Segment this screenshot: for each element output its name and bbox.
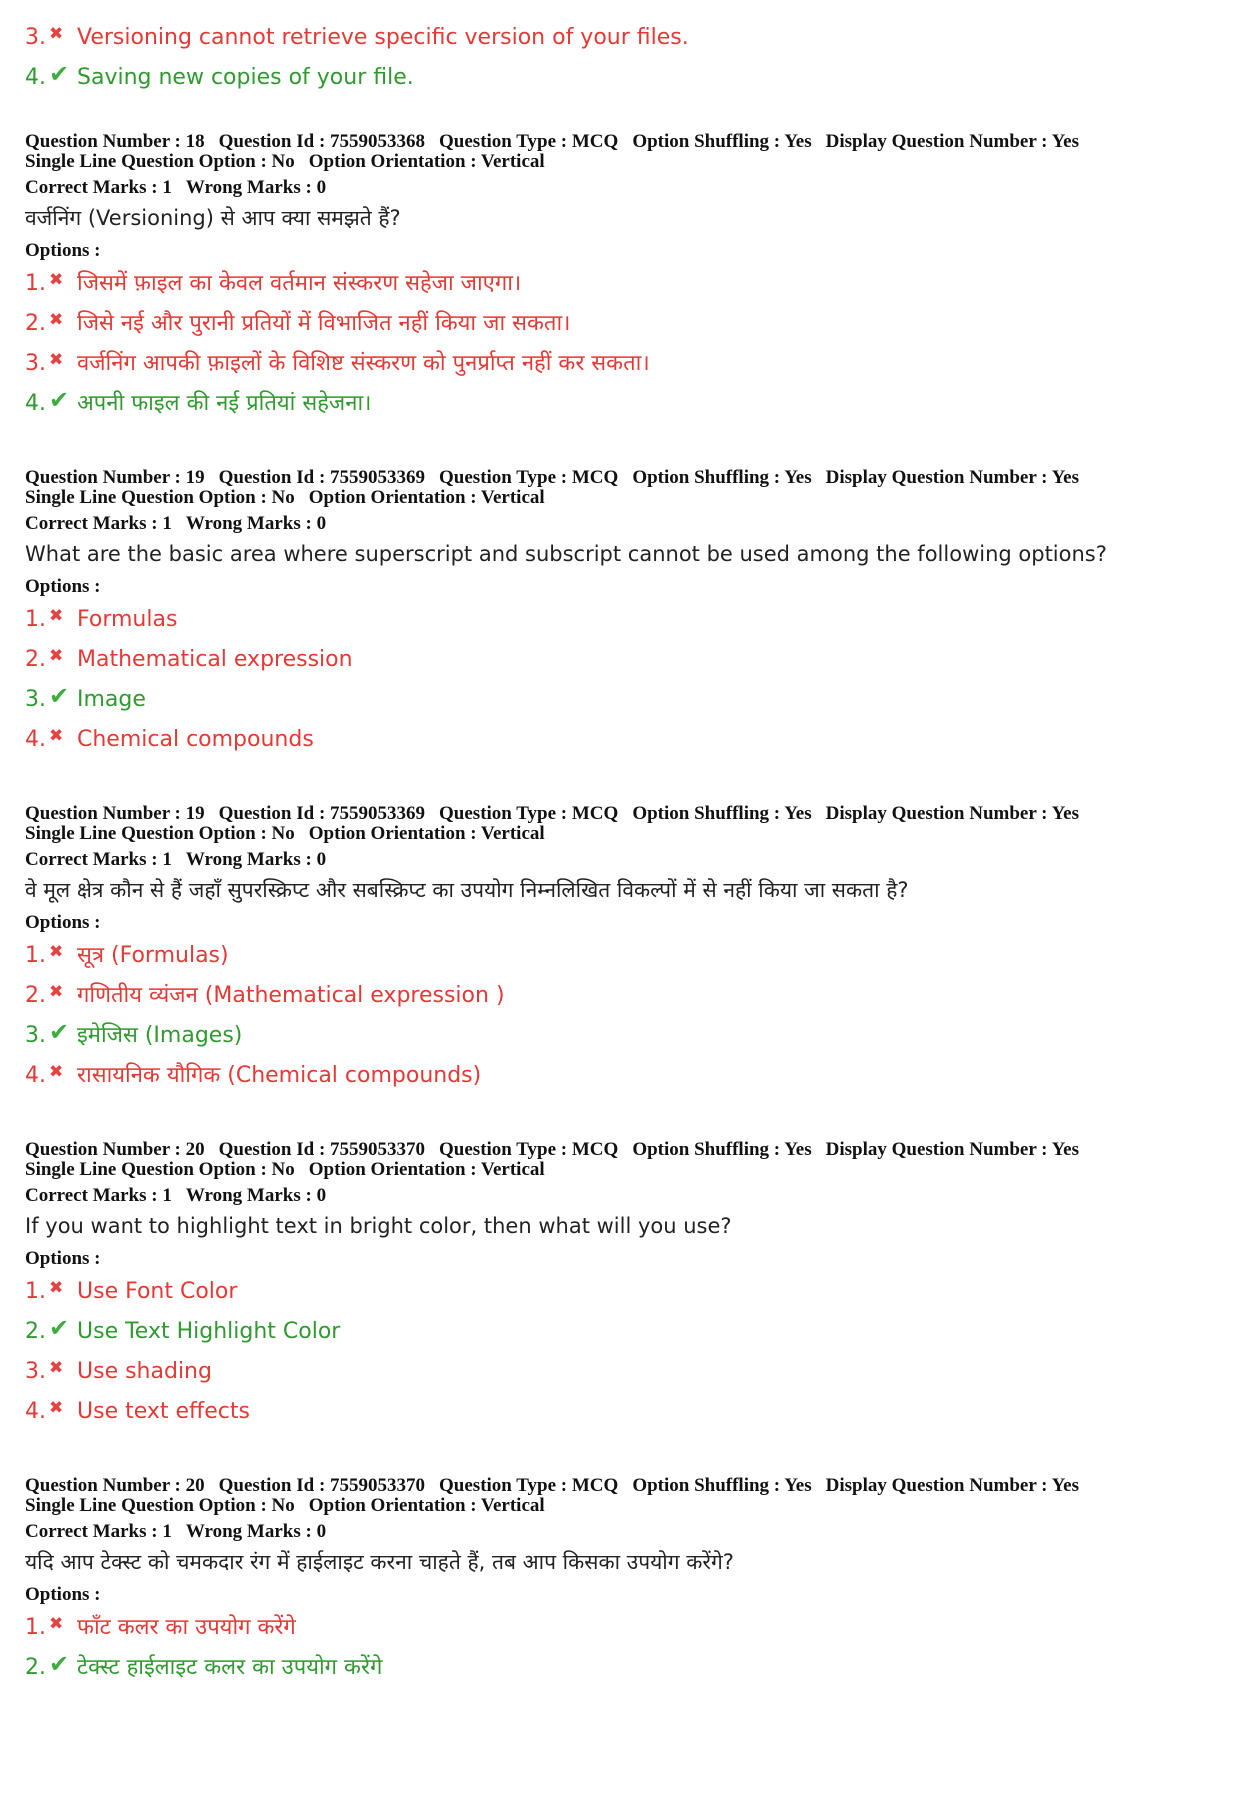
option-text: टेक्स्ट हाईलाइट कलर का उपयोग करेंगे (77, 1655, 383, 1680)
single-line-option-label: Single Line Question Option : (25, 487, 272, 508)
single-line-option (25, 151, 295, 172)
display-question-number-value: Yes (1051, 1475, 1080, 1496)
question-meta-line-2 (25, 1496, 1215, 1516)
question-id (219, 1139, 425, 1160)
question-type-label: Question Type : (439, 803, 572, 824)
cross-mark-icon: ✖ (49, 1358, 64, 1378)
question-id (219, 1475, 425, 1496)
option-text: Use shading (77, 1359, 212, 1384)
option-number: 2. (25, 647, 46, 672)
options-label: Options : (25, 912, 101, 933)
option-row (25, 1608, 1215, 1648)
check-mark-icon: ✔ (49, 386, 70, 414)
question-text: यदि आप टेक्स्ट को चमकदार रंग में हाईलाइट करना चाहते हैं, तब आप किसका उपयोग करेंगे? (25, 1550, 734, 1574)
option-number: 1. (25, 1615, 46, 1640)
correct-marks-label: Correct Marks : (25, 849, 163, 870)
single-line-option-label: Single Line Question Option : (25, 1495, 272, 1516)
correct-marks-value: 1 (162, 1185, 172, 1206)
correct-marks (25, 1185, 172, 1206)
question-number-value: 19 (185, 467, 205, 488)
question-meta-line-2 (25, 1160, 1215, 1180)
display-question-number-value: Yes (1051, 131, 1080, 152)
option-text: फॉंट कलर का उपयोग करेंगे (77, 1615, 296, 1640)
question-type-value: MCQ (571, 467, 619, 488)
correct-marks-label: Correct Marks : (25, 1521, 163, 1542)
option-number: 2. (25, 983, 46, 1008)
option-orientation (309, 1159, 545, 1180)
option-text: Image (77, 687, 146, 712)
question-block (25, 132, 1215, 468)
option-orientation-label: Option Orientation : (308, 823, 482, 844)
cross-mark-icon: ✖ (49, 1398, 64, 1418)
display-question-number-label: Display Question Number : (825, 467, 1052, 488)
option-orientation-value: Vertical (481, 823, 545, 844)
question-meta-line-2 (25, 488, 1215, 508)
option-text: Versioning cannot retrieve specific version of your files. (77, 25, 689, 50)
check-mark-icon: ✔ (49, 60, 70, 88)
option-number: 2. (25, 1319, 46, 1344)
option-orientation-value: Vertical (481, 1495, 545, 1516)
question-block (25, 1140, 1215, 1476)
single-line-option-label: Single Line Question Option : (25, 823, 272, 844)
wrong-marks (186, 1185, 326, 1206)
display-question-number-value: Yes (1051, 803, 1080, 824)
question-number (25, 1139, 205, 1160)
question-type (439, 803, 618, 824)
option-row (25, 1392, 1215, 1432)
question-number (25, 131, 205, 152)
correct-marks-label: Correct Marks : (25, 1185, 163, 1206)
display-question-number (826, 1475, 1079, 1496)
question-type-value: MCQ (571, 1139, 619, 1160)
option-text: Chemical compounds (77, 727, 314, 752)
question-number-label: Question Number : (25, 1139, 186, 1160)
cross-mark-icon: ✖ (49, 1614, 64, 1634)
correct-marks-value: 1 (162, 177, 172, 198)
question-meta-line-1 (25, 468, 1215, 488)
option-row (25, 936, 1215, 976)
question-meta-line-2 (25, 824, 1215, 844)
option-row (25, 1352, 1215, 1392)
option-row (25, 18, 1215, 58)
question-list (25, 132, 1215, 1812)
single-line-option-value: No (271, 823, 295, 844)
cross-mark-icon: ✖ (49, 606, 64, 626)
question-meta-line-1 (25, 804, 1215, 824)
question-id (219, 467, 425, 488)
question-type-value: MCQ (571, 1475, 619, 1496)
option-text: Mathematical expression (77, 647, 353, 672)
question-text: वर्जनिंग (Versioning) से आप क्या समझते हैं? (25, 206, 401, 230)
option-list (25, 1272, 1215, 1432)
question-id-value: 7559053368 (330, 131, 426, 152)
cross-mark-icon: ✖ (49, 982, 64, 1002)
single-line-option (25, 1495, 295, 1516)
option-orientation (309, 151, 545, 172)
cross-mark-icon: ✖ (49, 1278, 64, 1298)
option-orientation-label: Option Orientation : (308, 487, 482, 508)
option-shuffling-value: Yes (784, 1475, 812, 1496)
option-shuffling-label: Option Shuffling : (632, 467, 785, 488)
option-row (25, 640, 1215, 680)
display-question-number-label: Display Question Number : (825, 803, 1052, 824)
option-text: अपनी फाइल की नई प्रतियां सहेजना। (77, 391, 372, 416)
question-number (25, 467, 205, 488)
marks-line (25, 514, 1215, 534)
option-row (25, 1056, 1215, 1096)
options-label: Options : (25, 576, 101, 597)
option-list (25, 600, 1215, 760)
option-row (25, 600, 1215, 640)
single-line-option-value: No (271, 1159, 295, 1180)
correct-marks (25, 177, 172, 198)
correct-marks (25, 849, 172, 870)
cross-mark-icon: ✖ (49, 646, 64, 666)
cross-mark-icon: ✖ (49, 942, 64, 962)
wrong-marks-value: 0 (316, 177, 327, 198)
wrong-marks-label: Wrong Marks : (185, 513, 317, 534)
question-type-label: Question Type : (439, 1139, 572, 1160)
option-orientation-label: Option Orientation : (308, 1495, 482, 1516)
wrong-marks-label: Wrong Marks : (185, 1521, 317, 1542)
option-number: 1. (25, 943, 46, 968)
option-shuffling-label: Option Shuffling : (632, 131, 785, 152)
question-id-value: 7559053370 (330, 1475, 426, 1496)
option-list (25, 1608, 1215, 1688)
option-number: 3. (25, 1359, 46, 1384)
single-line-option-label: Single Line Question Option : (25, 1159, 272, 1180)
question-text: If you want to highlight text in bright color, then what will you use? (25, 1214, 732, 1238)
option-row (25, 680, 1215, 720)
option-shuffling (632, 131, 811, 152)
option-list (25, 264, 1215, 424)
option-orientation-label: Option Orientation : (308, 151, 482, 172)
question-type (439, 1475, 618, 1496)
option-text: इमेजिस (Images) (77, 1023, 243, 1048)
question-id (219, 131, 425, 152)
option-text: Use text effects (77, 1399, 250, 1424)
option-orientation-value: Vertical (481, 1159, 545, 1180)
options-label: Options : (25, 1248, 101, 1269)
question-meta-line-2 (25, 152, 1215, 172)
option-shuffling-label: Option Shuffling : (632, 1475, 785, 1496)
question-type (439, 467, 618, 488)
marks-line (25, 178, 1215, 198)
option-row (25, 1312, 1215, 1352)
display-question-number (826, 1139, 1079, 1160)
option-orientation (309, 487, 545, 508)
option-row (25, 264, 1215, 304)
option-shuffling-value: Yes (784, 467, 812, 488)
question-type-label: Question Type : (439, 1475, 572, 1496)
question-id-label: Question Id : (218, 1475, 331, 1496)
option-row (25, 1648, 1215, 1688)
question-text: वे मूल क्षेत्र कौन से हैं जहाँ सुपरस्क्रिप्ट और सबस्क्रिप्ट का उपयोग निम्नलिखित विकल्पों में से नहीं किया जा सकता है? (25, 878, 909, 902)
question-type-value: MCQ (571, 131, 619, 152)
option-number: 4. (25, 391, 46, 416)
option-number: 3. (25, 1023, 46, 1048)
option-row (25, 304, 1215, 344)
display-question-number (826, 467, 1079, 488)
cross-mark-icon: ✖ (49, 270, 64, 290)
cross-mark-icon: ✖ (49, 1062, 64, 1082)
question-block (25, 804, 1215, 1140)
wrong-marks (186, 513, 326, 534)
question-id-label: Question Id : (218, 803, 331, 824)
cross-mark-icon: ✖ (49, 726, 64, 746)
check-mark-icon: ✔ (49, 1314, 70, 1342)
option-number: 2. (25, 311, 46, 336)
option-row (25, 1272, 1215, 1312)
wrong-marks (186, 177, 326, 198)
wrong-marks-value: 0 (316, 849, 327, 870)
correct-marks-label: Correct Marks : (25, 513, 163, 534)
display-question-number-value: Yes (1051, 467, 1080, 488)
question-number-label: Question Number : (25, 467, 186, 488)
option-number: 4. (25, 1063, 46, 1088)
wrong-marks-value: 0 (316, 1185, 327, 1206)
option-row (25, 384, 1215, 424)
correct-marks-value: 1 (162, 849, 172, 870)
option-number: 1. (25, 271, 46, 296)
question-number-label: Question Number : (25, 131, 186, 152)
option-text: Saving new copies of your file. (77, 65, 414, 90)
option-orientation (309, 1495, 545, 1516)
option-number: 3. (25, 687, 46, 712)
cross-mark-icon: ✖ (49, 24, 64, 44)
option-number: 2. (25, 1655, 46, 1680)
question-number (25, 1475, 205, 1496)
marks-line (25, 1186, 1215, 1206)
option-text: जिसे नई और पुरानी प्रतियों में विभाजित नहीं किया जा सकता। (77, 311, 571, 336)
option-shuffling-value: Yes (784, 1139, 812, 1160)
option-shuffling (632, 1475, 811, 1496)
options-label: Options : (25, 240, 101, 261)
question-id-value: 7559053370 (330, 1139, 426, 1160)
option-number: 3. (25, 25, 46, 50)
spacer (25, 98, 1215, 132)
check-mark-icon: ✔ (49, 1650, 70, 1678)
question-number-value: 18 (185, 131, 205, 152)
option-shuffling (632, 1139, 811, 1160)
question-meta-line-1 (25, 132, 1215, 152)
question-id-label: Question Id : (218, 1139, 331, 1160)
option-text: जिसमें फ़ाइल का केवल वर्तमान संस्करण सहेजा जाएगा। (77, 271, 522, 296)
correct-marks-value: 1 (162, 513, 172, 534)
question-id-label: Question Id : (218, 131, 331, 152)
correct-marks-value: 1 (162, 1521, 172, 1542)
single-line-option (25, 823, 295, 844)
option-number: 3. (25, 351, 46, 376)
option-shuffling-label: Option Shuffling : (632, 1139, 785, 1160)
question-number-label: Question Number : (25, 803, 186, 824)
option-number: 1. (25, 607, 46, 632)
wrong-marks-label: Wrong Marks : (185, 849, 317, 870)
wrong-marks-label: Wrong Marks : (185, 1185, 317, 1206)
question-number-label: Question Number : (25, 1475, 186, 1496)
question-type-value: MCQ (571, 803, 619, 824)
single-line-option (25, 487, 295, 508)
display-question-number (826, 803, 1079, 824)
option-number: 4. (25, 727, 46, 752)
option-list (25, 936, 1215, 1096)
cross-mark-icon: ✖ (49, 350, 64, 370)
question-type (439, 1139, 618, 1160)
question-type-label: Question Type : (439, 131, 572, 152)
option-row (25, 58, 1215, 98)
option-text: Use Font Color (77, 1279, 238, 1304)
question-number-value: 19 (185, 803, 205, 824)
option-row (25, 344, 1215, 384)
option-text: गणितीय व्यंजन (Mathematical expression ) (77, 983, 505, 1008)
option-shuffling-label: Option Shuffling : (632, 803, 785, 824)
display-question-number-value: Yes (1051, 1139, 1080, 1160)
option-text: सूत्र (Formulas) (77, 943, 229, 968)
question-text: What are the basic area where superscript and subscript cannot be used among the following options? (25, 542, 1107, 566)
check-mark-icon: ✔ (49, 682, 70, 710)
cross-mark-icon: ✖ (49, 310, 64, 330)
display-question-number (826, 131, 1079, 152)
option-text: रासायनिक यौगिक (Chemical compounds) (77, 1063, 482, 1088)
question-type-label: Question Type : (439, 467, 572, 488)
option-orientation (309, 823, 545, 844)
option-orientation-value: Vertical (481, 487, 545, 508)
question-id (219, 803, 425, 824)
display-question-number-label: Display Question Number : (825, 1475, 1052, 1496)
option-number: 4. (25, 1399, 46, 1424)
marks-line (25, 850, 1215, 870)
question-block (25, 1476, 1215, 1812)
option-number: 4. (25, 65, 46, 90)
option-text: Use Text Highlight Color (77, 1319, 341, 1344)
question-id-value: 7559053369 (330, 803, 426, 824)
display-question-number-label: Display Question Number : (825, 131, 1052, 152)
single-line-option-value: No (271, 1495, 295, 1516)
question-number-value: 20 (185, 1475, 205, 1496)
question-block (25, 468, 1215, 804)
option-shuffling (632, 803, 811, 824)
question-meta-line-1 (25, 1476, 1215, 1496)
option-row (25, 976, 1215, 1016)
option-row (25, 720, 1215, 760)
single-line-option (25, 1159, 295, 1180)
option-text: वर्जनिंग आपकी फ़ाइलों के विशिष्ट संस्करण को पुनर्प्राप्त नहीं कर सकता। (77, 351, 650, 376)
option-text: Formulas (77, 607, 178, 632)
option-orientation-value: Vertical (481, 151, 545, 172)
option-shuffling-value: Yes (784, 803, 812, 824)
wrong-marks-label: Wrong Marks : (185, 177, 317, 198)
wrong-marks (186, 1521, 326, 1542)
correct-marks-label: Correct Marks : (25, 177, 163, 198)
options-label: Options : (25, 1584, 101, 1605)
question-id-value: 7559053369 (330, 467, 426, 488)
single-line-option-value: No (271, 487, 295, 508)
single-line-option-label: Single Line Question Option : (25, 151, 272, 172)
leading-options (25, 18, 1215, 98)
question-id-label: Question Id : (218, 467, 331, 488)
option-shuffling (632, 467, 811, 488)
question-meta-line-1 (25, 1140, 1215, 1160)
option-shuffling-value: Yes (784, 131, 812, 152)
check-mark-icon: ✔ (49, 1018, 70, 1046)
single-line-option-value: No (271, 151, 295, 172)
wrong-marks (186, 849, 326, 870)
question-paper (25, 18, 1215, 1812)
wrong-marks-value: 0 (316, 1521, 327, 1542)
correct-marks (25, 1521, 172, 1542)
wrong-marks-value: 0 (316, 513, 327, 534)
option-row (25, 1016, 1215, 1056)
display-question-number-label: Display Question Number : (825, 1139, 1052, 1160)
question-number (25, 803, 205, 824)
correct-marks (25, 513, 172, 534)
marks-line (25, 1522, 1215, 1542)
question-number-value: 20 (185, 1139, 205, 1160)
option-orientation-label: Option Orientation : (308, 1159, 482, 1180)
question-type (439, 131, 618, 152)
option-number: 1. (25, 1279, 46, 1304)
